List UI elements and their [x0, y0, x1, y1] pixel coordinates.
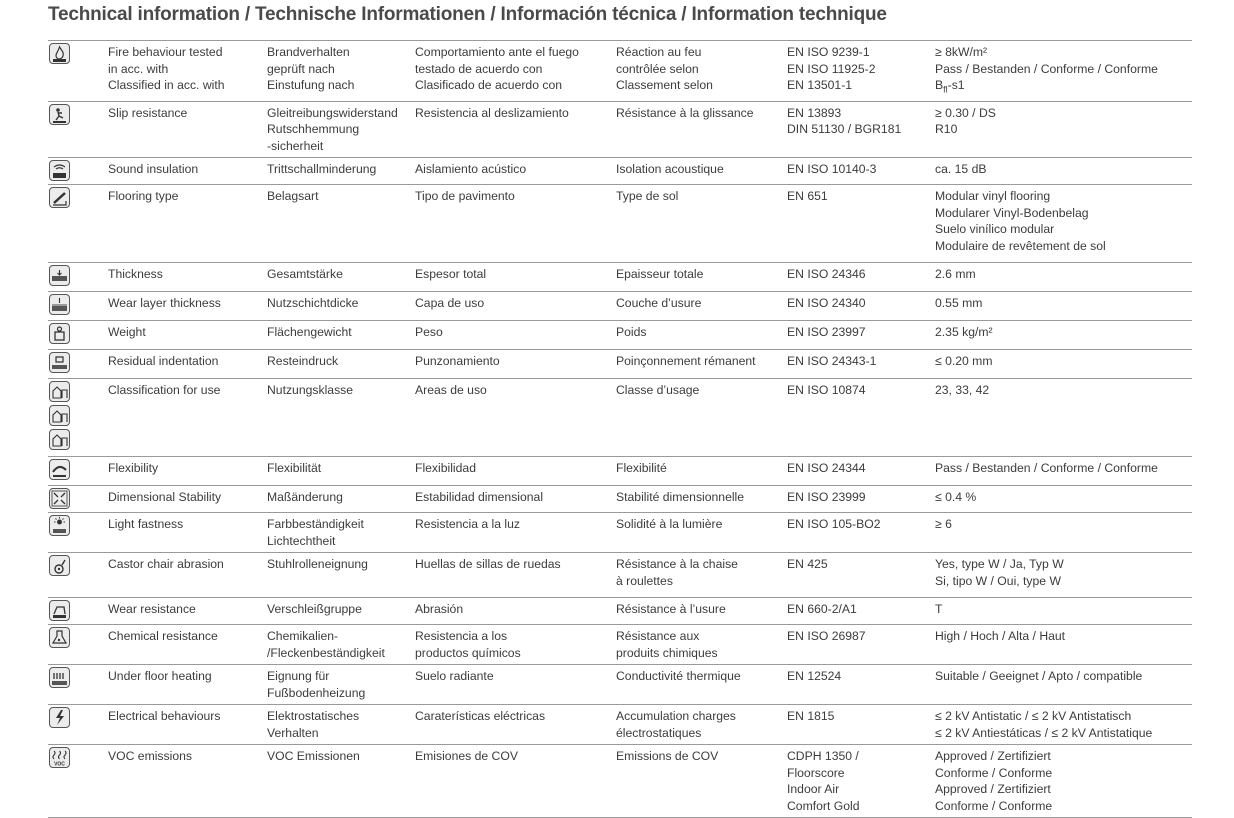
classification-icon [49, 429, 70, 450]
property-en-cell: Wear resistance [108, 598, 267, 625]
classification-icon [49, 405, 70, 426]
wear-layer-icon [49, 294, 70, 315]
icon-cell [48, 350, 108, 379]
weight-icon [49, 323, 70, 344]
property-es-cell: Resistencia a los productos químicos [415, 625, 616, 665]
table-row [48, 350, 1192, 379]
property-es-cell: Tipo de pavimento [415, 185, 616, 263]
property-de-cell: Brandverhalten geprüft nach Einstufung nach [267, 41, 415, 102]
property-en-cell: Wear layer thickness [108, 292, 267, 321]
property-fr-cell: Accumulation charges électrostatiques [616, 705, 787, 745]
property-es-cell: Flexibilidad [415, 457, 616, 486]
property-en-cell: Classification for use [108, 379, 267, 457]
property-en-cell: Electrical behaviours [108, 705, 267, 745]
icon-cell [48, 665, 108, 705]
standard-cell: EN ISO 105-BO2 [787, 513, 935, 553]
table-row [48, 321, 1192, 350]
table-row [48, 158, 1192, 185]
standard-cell: EN ISO 10874 [787, 379, 935, 457]
table-row [48, 185, 1192, 263]
wear-icon [49, 600, 70, 621]
property-es-cell: Comportamiento ante el fuego testado de acuerdo con Clasificado de acuerdo con [415, 41, 616, 102]
table-row [48, 263, 1192, 292]
standard-cell: EN ISO 24346 [787, 263, 935, 292]
value-cell: High / Hoch / Alta / Haut [935, 625, 1192, 665]
property-fr-cell: Poinçonnement rémanent [616, 350, 787, 379]
table-row [48, 379, 1192, 457]
property-es-cell: Peso [415, 321, 616, 350]
property-de-cell: Trittschallminderung [267, 158, 415, 185]
icon-cell [48, 513, 108, 553]
property-es-cell: Aislamiento acústico [415, 158, 616, 185]
classification-icon [49, 381, 70, 402]
value-cell: 2.35 kg/m² [935, 321, 1192, 350]
property-fr-cell: Epaisseur totale [616, 263, 787, 292]
property-es-cell: Capa de uso [415, 292, 616, 321]
value-cell: 0.55 mm [935, 292, 1192, 321]
property-de-cell: Chemikalien- /Fleckenbeständigkeit [267, 625, 415, 665]
property-de-cell: Elektrostatisches Verhalten [267, 705, 415, 745]
indentation-icon [49, 352, 70, 373]
property-es-cell: Emisiones de COV [415, 745, 616, 818]
property-es-cell: Areas de uso [415, 379, 616, 457]
property-en-cell: Flooring type [108, 185, 267, 263]
property-de-cell: Resteindruck [267, 350, 415, 379]
property-es-cell: Abrasión [415, 598, 616, 625]
page-title: Technical information / Technische Informationen / Información técnica / Information technique [48, 4, 887, 25]
table-row [48, 625, 1192, 665]
property-fr-cell: Emissions de COV [616, 745, 787, 818]
property-de-cell: Nutzungsklasse [267, 379, 415, 457]
table-row [48, 292, 1192, 321]
property-de-cell: Nutzschichtdicke [267, 292, 415, 321]
table-row [48, 745, 1192, 818]
property-de-cell: Farbbeständigkeit Lichtechtheit [267, 513, 415, 553]
property-de-cell: Gleitreibungswiderstand Rutschhemmung -sicherheit [267, 101, 415, 158]
property-de-cell: Verschleißgruppe [267, 598, 415, 625]
property-es-cell: Espesor total [415, 263, 616, 292]
property-en-cell: Slip resistance [108, 101, 267, 158]
standard-cell: EN 425 [787, 553, 935, 598]
property-fr-cell: Stabilité dimensionnelle [616, 486, 787, 513]
property-de-cell: Stuhlrolleneignung [267, 553, 415, 598]
flexibility-icon [49, 459, 70, 480]
property-en-cell: Chemical resistance [108, 625, 267, 665]
value-cell: T [935, 598, 1192, 625]
standard-cell: EN ISO 26987 [787, 625, 935, 665]
table-row [48, 705, 1192, 745]
property-de-cell: Belagsart [267, 185, 415, 263]
standard-cell: EN ISO 24344 [787, 457, 935, 486]
value-cell: ≤ 0.4 % [935, 486, 1192, 513]
property-de-cell: Maßänderung [267, 486, 415, 513]
standard-cell: EN ISO 23999 [787, 486, 935, 513]
flooring-icon [49, 187, 70, 208]
technical-info-table [48, 40, 1192, 818]
property-en-cell: Thickness [108, 263, 267, 292]
icon-cell [48, 486, 108, 513]
standard-cell: EN ISO 9239-1 EN ISO 11925-2 EN 13501-1 [787, 41, 935, 102]
property-en-cell: Flexibility [108, 457, 267, 486]
thickness-icon [49, 265, 70, 286]
table-row [48, 513, 1192, 553]
standard-cell: EN ISO 24340 [787, 292, 935, 321]
property-en-cell: Residual indentation [108, 350, 267, 379]
property-es-cell: Caraterísticas eléctricas [415, 705, 616, 745]
icon-cell [48, 292, 108, 321]
value-cell: ≤ 0.20 mm [935, 350, 1192, 379]
table-row [48, 553, 1192, 598]
value-cell: 2.6 mm [935, 263, 1192, 292]
castor-icon [49, 555, 70, 576]
property-fr-cell: Classe d’usage [616, 379, 787, 457]
value-cell: ca. 15 dB [935, 158, 1192, 185]
property-es-cell: Resistencia al deslizamiento [415, 101, 616, 158]
icon-cell [48, 553, 108, 598]
table-row [48, 665, 1192, 705]
icon-cell [48, 379, 108, 457]
table-row [48, 41, 1192, 102]
icon-cell [48, 625, 108, 665]
value-cell: Modular vinyl flooring Modularer Vinyl-Bodenbelag Suelo vinílico modular Modulaire de revêtement de sol [935, 185, 1192, 263]
property-fr-cell: Résistance aux produits chimiques [616, 625, 787, 665]
value-cell: ≥ 6 [935, 513, 1192, 553]
property-de-cell: Flächengewicht [267, 321, 415, 350]
property-en-cell: VOC emissions [108, 745, 267, 818]
value-cell: ≥ 0.30 / DS R10 [935, 101, 1192, 158]
property-de-cell: VOC Emissionen [267, 745, 415, 818]
property-de-cell: Gesamtstärke [267, 263, 415, 292]
property-en-cell: Light fastness [108, 513, 267, 553]
icon-cell [48, 158, 108, 185]
property-de-cell: Flexibilität [267, 457, 415, 486]
chemical-icon [49, 627, 70, 648]
icon-cell [48, 321, 108, 350]
property-fr-cell: Solidité à la lumière [616, 513, 787, 553]
property-en-cell: Sound insulation [108, 158, 267, 185]
icon-cell [48, 598, 108, 625]
property-en-cell: Weight [108, 321, 267, 350]
property-en-cell: Under floor heating [108, 665, 267, 705]
property-fr-cell: Flexibilité [616, 457, 787, 486]
standard-cell: EN ISO 24343-1 [787, 350, 935, 379]
electrical-icon [49, 707, 70, 728]
standard-cell: EN ISO 10140-3 [787, 158, 935, 185]
value-cell: Suitable / Geeignet / Apto / compatible [935, 665, 1192, 705]
slip-icon [49, 104, 70, 125]
value-cell: 23, 33, 42 [935, 379, 1192, 457]
standard-cell: EN 12524 [787, 665, 935, 705]
property-es-cell: Huellas de sillas de ruedas [415, 553, 616, 598]
property-fr-cell: Type de sol [616, 185, 787, 263]
table-row [48, 598, 1192, 625]
property-es-cell: Estabilidad dimensional [415, 486, 616, 513]
icon-cell [48, 101, 108, 158]
table-row [48, 486, 1192, 513]
property-fr-cell: Poids [616, 321, 787, 350]
property-de-cell: Eignung für Fußbodenheizung [267, 665, 415, 705]
value-cell: Approved / Zertifiziert Conforme / Conforme Approved / Zertifiziert Conforme / Conforme [935, 745, 1192, 818]
standard-cell: EN 1815 [787, 705, 935, 745]
property-fr-cell: Résistance à la chaise à roulettes [616, 553, 787, 598]
standard-cell: EN ISO 23997 [787, 321, 935, 350]
value-cell: ≤ 2 kV Antistatic / ≤ 2 kV Antistatisch ≤ 2 kV Antiestáticas / ≤ 2 kV Antistatique [935, 705, 1192, 745]
table-row [48, 457, 1192, 486]
property-en-cell: Dimensional Stability [108, 486, 267, 513]
icon-cell [48, 41, 108, 102]
icon-cell [48, 745, 108, 818]
voc-icon [49, 747, 70, 768]
property-es-cell: Resistencia a la luz [415, 513, 616, 553]
dimensional-icon [49, 488, 70, 509]
property-en-cell: Fire behaviour tested in acc. with Classified in acc. with [108, 41, 267, 102]
fire-icon [49, 43, 70, 64]
sound-icon [49, 160, 70, 181]
icon-cell [48, 705, 108, 745]
table-row [48, 101, 1192, 158]
property-es-cell: Punzonamiento [415, 350, 616, 379]
standard-cell: EN 651 [787, 185, 935, 263]
value-cell: Yes, type W / Ja, Typ W Si, tipo W / Oui, type W [935, 553, 1192, 598]
icon-cell [48, 185, 108, 263]
light-icon [49, 515, 70, 536]
standard-cell: EN 660-2/A1 [787, 598, 935, 625]
property-fr-cell: Isolation acoustique [616, 158, 787, 185]
standard-cell: CDPH 1350 / Floorscore Indoor Air Comfort Gold [787, 745, 935, 818]
value-cell: Pass / Bestanden / Conforme / Conforme [935, 457, 1192, 486]
property-fr-cell: Couche d’usure [616, 292, 787, 321]
property-es-cell: Suelo radiante [415, 665, 616, 705]
icon-cell [48, 263, 108, 292]
standard-cell: EN 13893 DIN 51130 / BGR181 [787, 101, 935, 158]
property-fr-cell: Résistance à l’usure [616, 598, 787, 625]
heating-icon [49, 667, 70, 688]
property-fr-cell: Conductivité thermique [616, 665, 787, 705]
property-fr-cell: Réaction au feu contrôlée selon Classement selon [616, 41, 787, 102]
icon-cell [48, 457, 108, 486]
property-fr-cell: Résistance à la glissance [616, 101, 787, 158]
value-cell: ≥ 8kW/m² Pass / Bestanden / Conforme / Conforme $B_{fl}-s1$ [935, 41, 1192, 102]
svg-text:VOC: VOC [54, 761, 65, 768]
property-en-cell: Castor chair abrasion [108, 553, 267, 598]
